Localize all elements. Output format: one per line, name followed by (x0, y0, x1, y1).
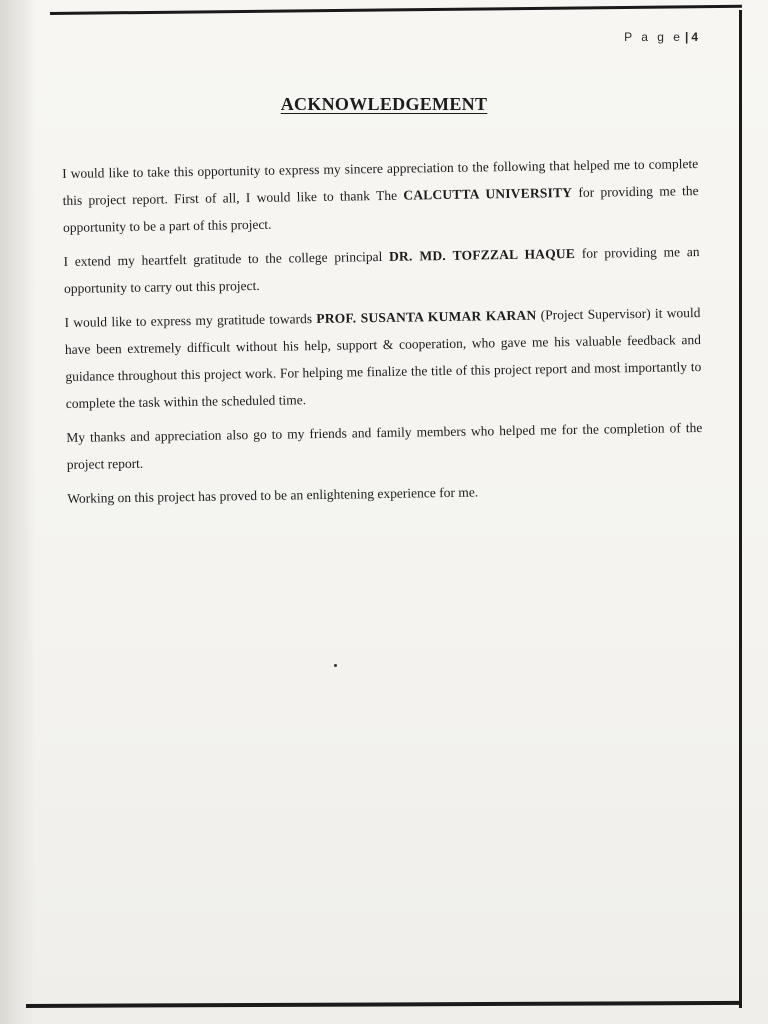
paragraph-1-text-a: I would like to take this opportunity to express my sincere appreciation to the following that helped me to complete this project report. First of all, I would like to thank The (62, 156, 699, 208)
university-name: CALCUTTA UNIVERSITY (403, 184, 573, 203)
page-border-right (739, 10, 742, 1008)
page-number-label: P a g e (624, 30, 683, 44)
page-border-top (50, 5, 742, 15)
paragraph-1-text-c: for providing me the opportunity to be a part of this project. (62, 183, 699, 235)
page-title: ACKNOWLEDGEMENT (280, 94, 488, 114)
stray-dot (334, 664, 337, 667)
paragraph-2 (63, 238, 700, 302)
page-border-bottom (26, 1001, 742, 1008)
paragraph-3-text-c: (Project Supervisor) it would have been extremely difficult without his help, support & cooperation, who gave me his valuable feedback and guidance throughout this project work. For helping me finalize the title of this project report and most importantly to complete the task within the scheduled time. (64, 304, 702, 411)
paragraph-4: My thanks and appreciation also go to my friends and family members who helped me for the completion of the project report. (66, 419, 703, 472)
paragraph-3-text-a: I would like to express my gratitude towards (64, 311, 317, 330)
page-edge-shadow (0, 0, 36, 1024)
paragraph-1 (62, 150, 699, 241)
page-number-value: 4 (691, 30, 698, 44)
principal-name: DR. MD. TOFZZAL HAQUE (388, 245, 576, 264)
paragraph-2-text-a: I extend my heartfelt gratitude to the college principal (63, 248, 390, 269)
paragraph-2-text-c: for providing me an opportunity to carry out this project. (63, 243, 700, 296)
supervisor-name: PROF. SUSANTA KUMAR KARAN (316, 307, 537, 327)
paragraph-3 (64, 299, 702, 417)
acknowledgement-body (62, 150, 704, 519)
page-number-separator: | (684, 30, 689, 44)
page-number (624, 30, 698, 44)
paragraph-5: Working on this project has proved to be an enlightening experience for me. (67, 484, 479, 506)
